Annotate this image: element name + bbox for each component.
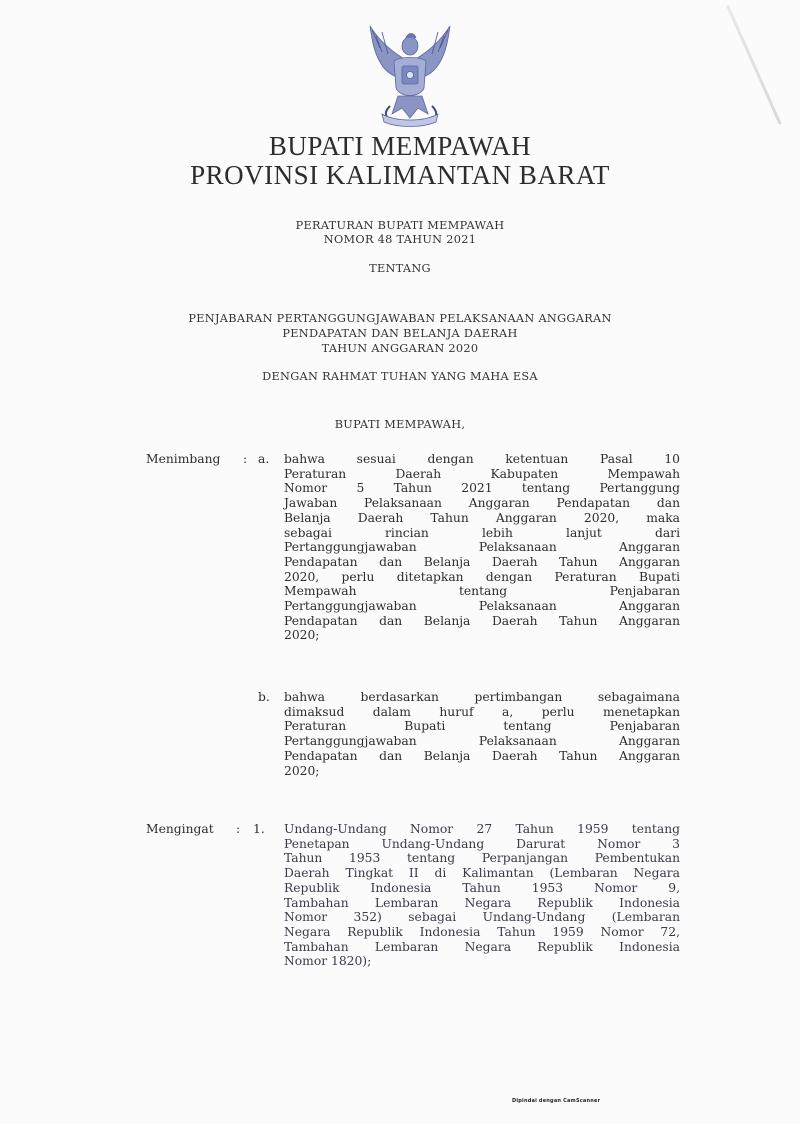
text-line: Pendapatan dan Belanja Daerah Tahun Anggaran [284, 613, 680, 628]
mengingat-item-1-marker: 1. [253, 822, 265, 836]
authority-statement: BUPATI MEMPAWAH, [334, 418, 466, 431]
text-line: Belanja Daerah Tahun Anggaran 2020, maka [284, 510, 680, 525]
text-line: Undang-Undang Nomor 27 Tahun 1959 tentang [284, 822, 680, 836]
text-line: Pendapatan dan Belanja Daerah Tahun Anggaran [284, 748, 680, 763]
text-line: 2020; [284, 763, 320, 778]
regulation-title: PERATURAN BUPATI MEMPAWAH [295, 219, 505, 232]
text-line: Jawaban Pelaksanaan Anggaran Pendapatan dan [284, 496, 680, 511]
text-line: Peraturan Bupati tentang Penjabaran [284, 719, 680, 734]
menimbang-item-b-marker: b. [258, 690, 270, 704]
mengingat-colon: : [236, 822, 241, 836]
text-line: Nomor 352) sebagai Undang-Undang (Lembaran [284, 910, 680, 925]
text-line: 2020, perlu ditetapkan dengan Peraturan Bupati [284, 569, 680, 584]
text-line: Tambahan Lembaran Negara Republik Indonesia [284, 939, 680, 954]
regulation-subject-line2: PENDAPATAN DAN BELANJA DAERAH [282, 327, 518, 340]
mengingat-label: Mengingat [146, 822, 214, 836]
garuda-emblem-icon [362, 22, 458, 130]
text-line: Pendapatan dan Belanja Daerah Tahun Anggaran [284, 554, 680, 569]
text-line: Negara Republik Indonesia Tahun 1959 Nomor 72, [284, 924, 680, 939]
regulation-about: TENTANG [369, 262, 431, 275]
menimbang-label: Menimbang [146, 452, 221, 466]
text-line: sebagai rincian lebih lanjut dari [284, 525, 680, 540]
issuer-title: BUPATI MEMPAWAH [268, 131, 532, 161]
text-line: Peraturan Daerah Kabupaten Mempawah [284, 466, 680, 481]
text-line: 2020; [284, 628, 320, 643]
text-line: bahwa sesuai dengan ketentuan Pasal 10 [284, 452, 680, 466]
regulation-subject-line1: PENJABARAN PERTANGGUNGJAWABAN PELAKSANAAN ANGGARAN [188, 312, 612, 325]
regulation-number: NOMOR 48 TAHUN 2021 [323, 233, 477, 246]
menimbang-item-a [284, 452, 680, 643]
text-line: bahwa berdasarkan pertimbangan sebagaimana [284, 690, 680, 704]
menimbang-item-a-marker: a. [258, 452, 270, 466]
mengingat-item-1 [284, 822, 680, 969]
text-line: Republik Indonesia Tahun 1953 Nomor 9, [284, 880, 680, 895]
text-line: Tambahan Lembaran Negara Republik Indonesia [284, 895, 680, 910]
text-line: Nomor 1820); [284, 954, 372, 969]
page-fold-shadow [726, 5, 782, 125]
text-line: Pertanggungjawaban Pelaksanaan Anggaran [284, 734, 680, 749]
issuer-province: PROVINSI KALIMANTAN BARAT [190, 160, 610, 190]
text-line: Pertanggungjawaban Pelaksanaan Anggaran [284, 540, 680, 555]
scan-watermark: Dipindai dengan CamScanner [512, 1098, 601, 1104]
text-line: Nomor 5 Tahun 2021 tentang Pertanggung [284, 481, 680, 496]
text-line: Pertanggungjawaban Pelaksanaan Anggaran [284, 599, 680, 614]
text-line: Mempawah tentang Penjabaran [284, 584, 680, 599]
menimbang-colon: : [243, 452, 248, 466]
text-line: Penetapan Undang-Undang Darurat Nomor 3 [284, 836, 680, 851]
text-line: Tahun 1953 tentang Perpanjangan Pembentukan [284, 851, 680, 866]
regulation-subject-line3: TAHUN ANGGARAN 2020 [321, 342, 479, 355]
grace-statement: DENGAN RAHMAT TUHAN YANG MAHA ESA [262, 370, 538, 383]
text-line: dimaksud dalam huruf a, perlu menetapkan [284, 704, 680, 719]
text-line: Daerah Tingkat II di Kalimantan (Lembaran Negara [284, 866, 680, 881]
menimbang-item-b [284, 690, 680, 778]
